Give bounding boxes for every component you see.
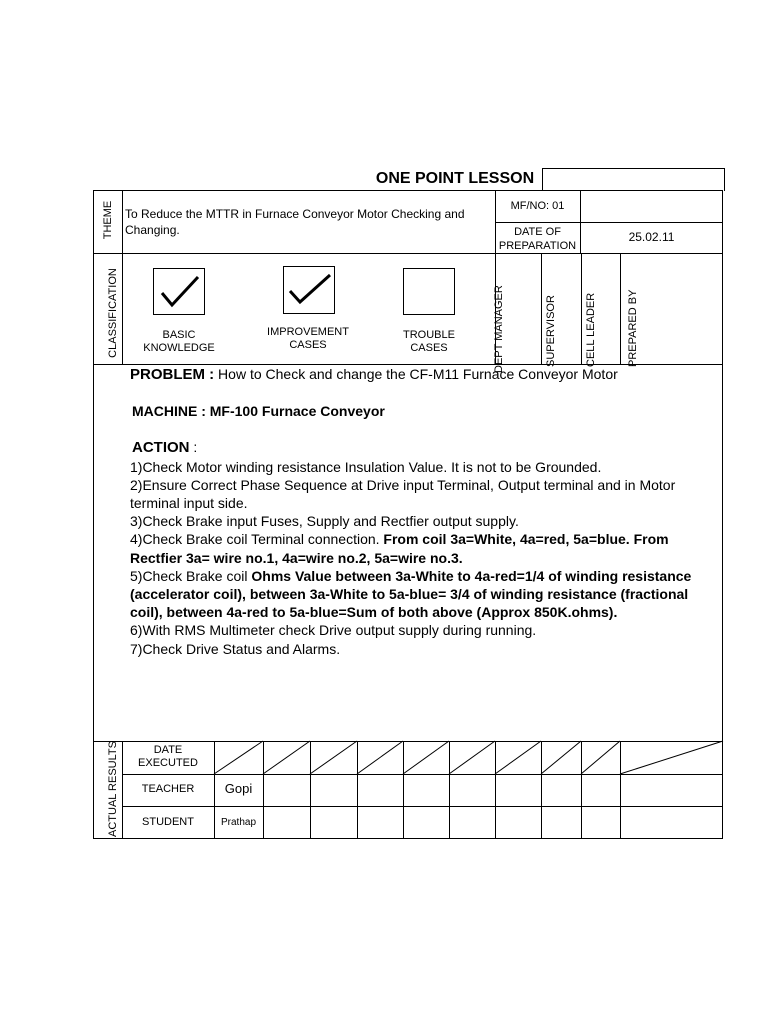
lesson-body xyxy=(130,365,715,658)
classification-label: CLASSIFICATION xyxy=(107,268,119,358)
problem-text: How to Check and change the CF-M11 Furnace Conveyor Motor xyxy=(214,366,618,382)
dept-manager-label: DEPT MANAGER xyxy=(493,285,505,373)
action-step-2: 2)Ensure Correct Phase Sequence at Drive input Terminal, Output terminal and in Motor terminal input side. xyxy=(130,476,676,512)
title-side-box xyxy=(542,168,725,191)
teacher-label: TEACHER xyxy=(141,783,195,795)
actual-results-label: ACTUAL RESULTS xyxy=(107,741,119,837)
supervisor-label: SUPERVISOR xyxy=(545,295,557,367)
student-label: STUDENT xyxy=(142,816,194,828)
date-of-preparation-value: 25.02.11 xyxy=(628,230,675,244)
checkmark-icon xyxy=(154,269,204,314)
action-label: ACTION xyxy=(132,439,190,457)
problem-label: PROBLEM : xyxy=(130,366,215,383)
teacher-value: Gopi xyxy=(224,781,253,796)
action-step-4: 4)Check Brake coil Terminal connection. From coil 3a=White, 4a=red, 5a=blue. From Rectfier 3a= wire no.1, 4a=wire no.2, 5a=wire no.3. xyxy=(130,531,669,566)
theme-label: THEME xyxy=(102,200,114,240)
date-executed-slashes xyxy=(0,740,768,780)
student-value: Prathap xyxy=(220,817,257,828)
action-step-3: 3)Check Brake input Fuses, Supply and Rectfier output supply. xyxy=(130,513,519,530)
action-step-6: 6)With RMS Multimeter check Drive output supply during running. xyxy=(130,622,537,639)
trouble-cases-label: TROUBLE CASES xyxy=(403,329,455,354)
action-step-7: 7)Check Drive Status and Alarms. xyxy=(130,640,341,657)
checkmark-icon xyxy=(284,267,334,313)
trouble-cases-checkbox[interactable] xyxy=(403,268,455,315)
mf-no: MF/NO: 01 xyxy=(510,200,565,212)
basic-knowledge-checkbox[interactable] xyxy=(153,268,205,315)
date-executed-label: DATE EXECUTED xyxy=(138,744,198,769)
date-of-preparation-label: DATE OF PREPARATION xyxy=(498,226,577,252)
action-step-1: 1)Check Motor winding resistance Insulation Value. It is not to be Grounded. xyxy=(130,458,602,475)
machine-line: MACHINE : MF-100 Furnace Conveyor xyxy=(132,403,385,420)
basic-knowledge-label: BASIC KNOWLEDGE xyxy=(143,329,215,354)
action-step-5: 5)Check Brake coil Ohms Value between 3a-White to 4a-red=1/4 of winding resistance (accelerator coil), between 3a-White to 5a-blue= 3/4 of winding resistance (fractional coil), between 4a-red to 5a-blue=Sum of both above (Approx 850K.ohms). xyxy=(130,567,692,621)
prepared-by-label: PREPARED BY xyxy=(627,289,639,367)
improvement-cases-label: IMPROVEMENT CASES xyxy=(267,326,349,351)
cell-leader-label: CELL LEADER xyxy=(585,292,597,367)
action-suffix: : xyxy=(189,439,198,456)
improvement-cases-checkbox[interactable] xyxy=(283,266,335,314)
theme-text: To Reduce the MTTR in Furnace Conveyor Motor Checking and Changing. xyxy=(125,207,465,237)
page-title: ONE POINT LESSON xyxy=(375,170,535,187)
